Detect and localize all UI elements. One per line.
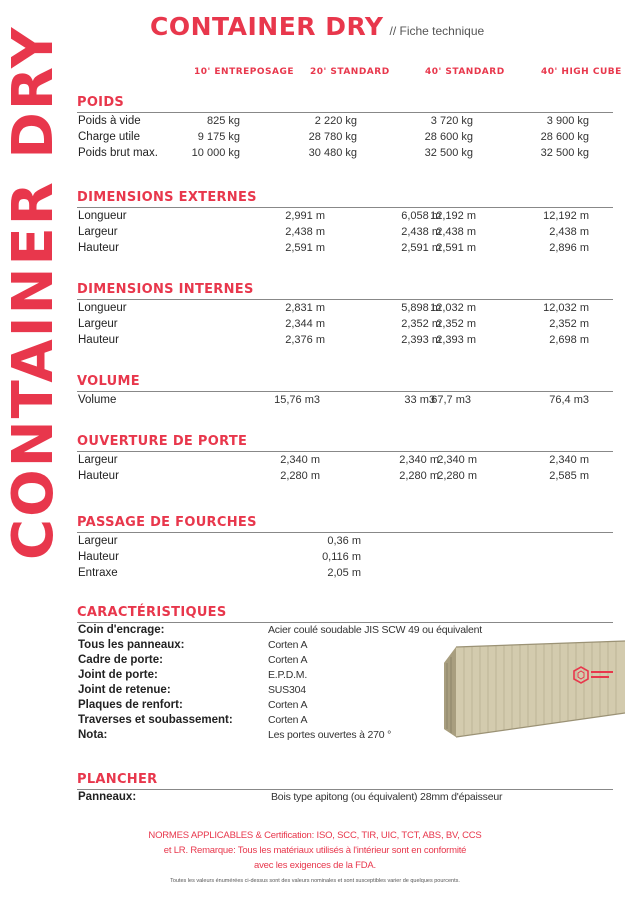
page-subtitle: // Fiche technique bbox=[389, 24, 485, 38]
section-title: OUVERTURE DE PORTE bbox=[77, 434, 613, 452]
table-row: Entraxe 2,05 m bbox=[78, 567, 361, 579]
table-row: Charge utile 9 175 kg 28 780 kg 28 600 kg 28 600 kg bbox=[78, 131, 589, 143]
section-dimensions-internes bbox=[77, 282, 613, 348]
side-title: CONTAINER DRY bbox=[1, 25, 66, 560]
table-row: Largeur 0,36 m bbox=[78, 535, 361, 547]
list-item: Coin d'encrage: Acier coulé soudable JIS SCW 49 ou équivalent bbox=[78, 624, 482, 636]
list-item: Tous les panneaux: Corten A bbox=[78, 639, 308, 651]
list-item: Traverses et soubassement: Corten A bbox=[78, 714, 308, 726]
side-title-band bbox=[0, 0, 66, 560]
section-passage-de-fourches bbox=[77, 515, 613, 581]
table-row: Longueur 2,991 m 6,058 m 12,192 m 12,192 m bbox=[78, 210, 589, 222]
section-title: VOLUME bbox=[77, 374, 613, 392]
table-row: Poids à vide 825 kg 2 220 kg 3 720 kg 3 900 kg bbox=[78, 115, 589, 127]
list-item: Plaques de renfort: Corten A bbox=[78, 699, 308, 711]
table-row: Hauteur 0,116 m bbox=[78, 551, 361, 563]
section-title: DIMENSIONS INTERNES bbox=[77, 282, 613, 300]
section-title: CARACTÉRISTIQUES bbox=[77, 605, 613, 623]
section-title: POIDS bbox=[77, 95, 613, 113]
section-poids bbox=[77, 95, 613, 161]
list-item: Joint de porte: E.P.D.M. bbox=[78, 669, 308, 681]
table-row: Hauteur 2,376 m 2,393 m 2,393 m 2,698 m bbox=[78, 334, 589, 346]
table-row: Volume 15,76 m3 33 m3 67,7 m3 76,4 m3 bbox=[78, 394, 589, 406]
table-row: Largeur 2,438 m 2,438 m 2,438 m 2,438 m bbox=[78, 226, 589, 238]
section-plancher bbox=[77, 772, 613, 805]
table-row: Longueur 2,831 m 5,898 m 12,032 m 12,032 m bbox=[78, 302, 589, 314]
column-header-10-entreposage: 10' ENTREPOSAGE bbox=[194, 67, 295, 77]
section-dimensions-externes bbox=[77, 190, 613, 256]
list-item: Joint de retenue: SUS304 bbox=[78, 684, 306, 696]
page-header bbox=[150, 12, 484, 41]
page-title: CONTAINER DRY bbox=[150, 12, 384, 41]
section-title: PASSAGE DE FOURCHES bbox=[77, 515, 613, 533]
column-header-40-standard: 40' STANDARD bbox=[425, 67, 505, 77]
table-row: Largeur 2,340 m 2,340 m 2,340 m 2,340 m bbox=[78, 454, 589, 466]
table-row: Largeur 2,344 m 2,352 m 2,352 m 2,352 m bbox=[78, 318, 589, 330]
container-illustration bbox=[440, 633, 625, 743]
section-title: DIMENSIONS EXTERNES bbox=[77, 190, 613, 208]
section-ouverture-de-porte bbox=[77, 434, 613, 484]
column-header-40-high-cube: 40' HIGH CUBE bbox=[541, 67, 622, 77]
section-title: PLANCHER bbox=[77, 772, 613, 790]
table-row: Hauteur 2,591 m 2,591 m 2,591 m 2,896 m bbox=[78, 242, 589, 254]
certification-notice: NORMES APPLICABLES & Certification: ISO, SCC, TIR, UIC, TCT, ABS, BV, CCS et LR. Remarque: Tous les matériaux utilisés à l'intérieur sont en conformité avec les exigences de la FDA. bbox=[148, 830, 482, 871]
table-row: Poids brut max. 10 000 kg 30 480 kg 32 500 kg 32 500 kg bbox=[78, 147, 589, 159]
column-header-20-standard: 20' STANDARD bbox=[310, 67, 390, 77]
table-row: Hauteur 2,280 m 2,280 m 2,280 m 2,585 m bbox=[78, 470, 589, 482]
list-item: Nota: Les portes ouvertes à 270 ° bbox=[78, 729, 392, 741]
column-headers bbox=[0, 67, 638, 81]
footnote: Toutes les valeurs énumérées ci-dessus sont des valeurs nominales et sont susceptibles varier de quelques pourcents. bbox=[170, 878, 460, 884]
list-item: Panneaux: Bois type apitong (ou équivalent) 28mm d'épaisseur bbox=[78, 791, 503, 803]
list-item: Cadre de porte: Corten A bbox=[78, 654, 308, 666]
section-volume bbox=[77, 374, 613, 408]
